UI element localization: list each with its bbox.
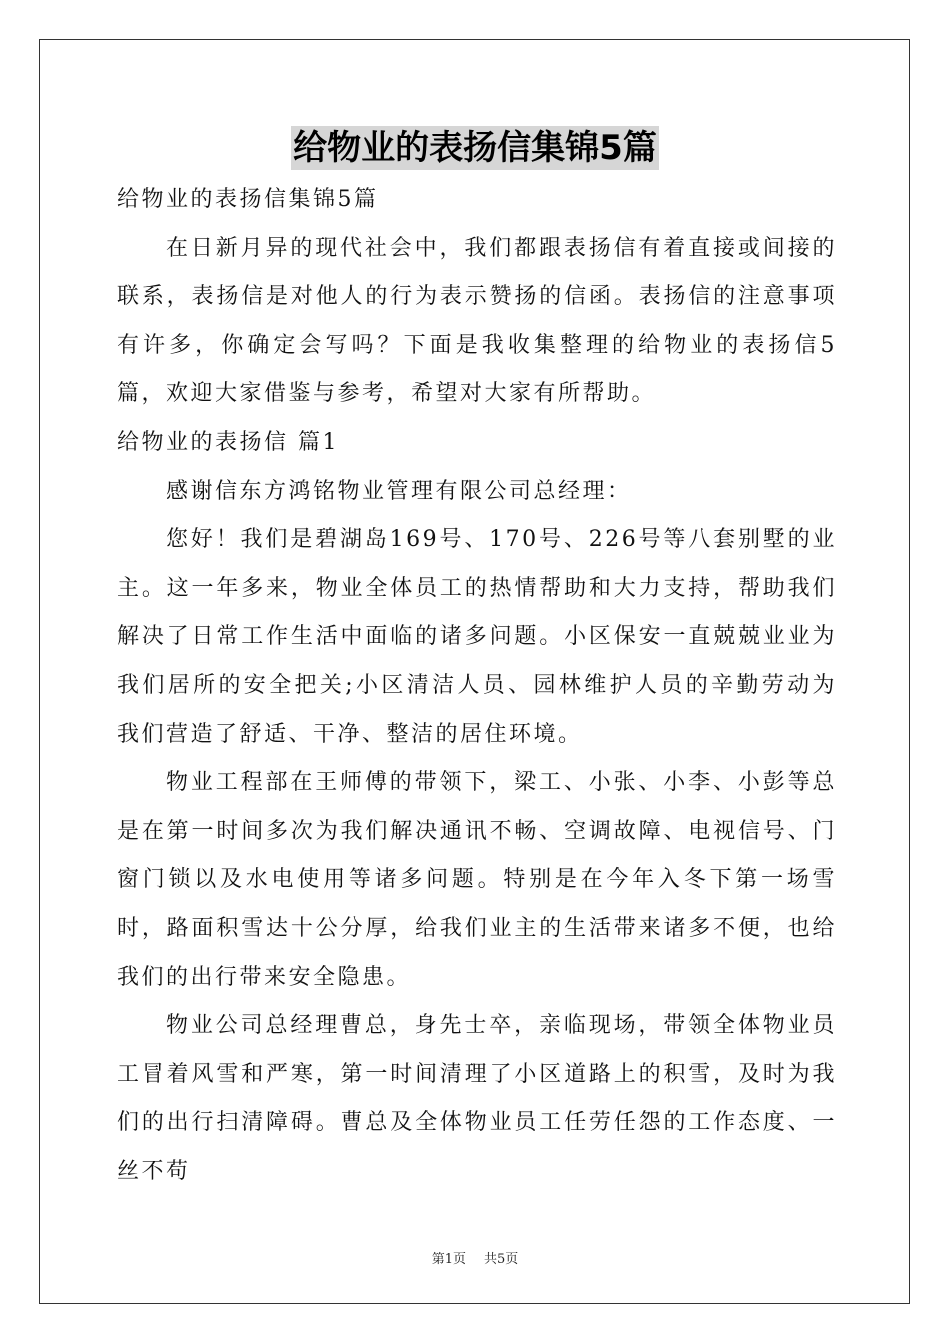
body-paragraph-2: 物业工程部在王师傅的带领下，梁工、小张、小李、小彭等总是在第一时间多次为我们解决通讯不畅、空调故障、电视信号、门窗门锁以及水电使用等诸多问题。特别是在今年入冬下第一场雪时，路面积雪达十公分厚，给我们业主的生活带来诸多不便，也给我们的出行带来安全隐患。 bbox=[117, 770, 837, 990]
intro-paragraph: 在日新月异的现代社会中，我们都跟表扬信有着直接或间接的联系，表扬信是对他人的行为表示赞扬的信函。表扬信的注意事项有许多，你确定会写吗？下面是我收集整理的给物业的表扬信5篇，欢迎大家借鉴与参考，希望对大家有所帮助。 bbox=[117, 235, 837, 407]
body-paragraph-3: 物业公司总经理曹总，身先士卒，亲临现场，带领全体物业员工冒着风雪和严寒，第一时间清理了小区道路上的积雪，及时为我们的出行扫清障碍。曹总及全体物业员工任劳任怨的工作态度、一丝不苟 bbox=[117, 1013, 837, 1184]
section-heading: 给物业的表扬信 篇1 bbox=[117, 429, 339, 455]
document-body bbox=[117, 176, 837, 1196]
document-title-text: 给物业的表扬信集锦5篇 bbox=[293, 128, 657, 168]
page-footer bbox=[0, 1248, 950, 1267]
document-title bbox=[0, 126, 950, 170]
letter-salutation: 感谢信东方鸿铭物业管理有限公司总经理： bbox=[166, 478, 632, 504]
page-number: 第1页 bbox=[431, 1252, 466, 1267]
document-subtitle: 给物业的表扬信集锦5篇 bbox=[117, 187, 379, 212]
body-paragraph-1: 您好！我们是碧湖岛169号、170号、226号等八套别墅的业主。这一年多来，物业全体员工的热情帮助和大力支持，帮助我们解决了日常工作生活中面临的诸多问题。小区保安一直兢兢业业为我们居所的安全把关;小区清洁人员、园林维护人员的辛勤劳动为我们营造了舒适、干净、整洁的居住环境。 bbox=[117, 527, 837, 747]
page-count: 共5页 bbox=[484, 1252, 519, 1267]
